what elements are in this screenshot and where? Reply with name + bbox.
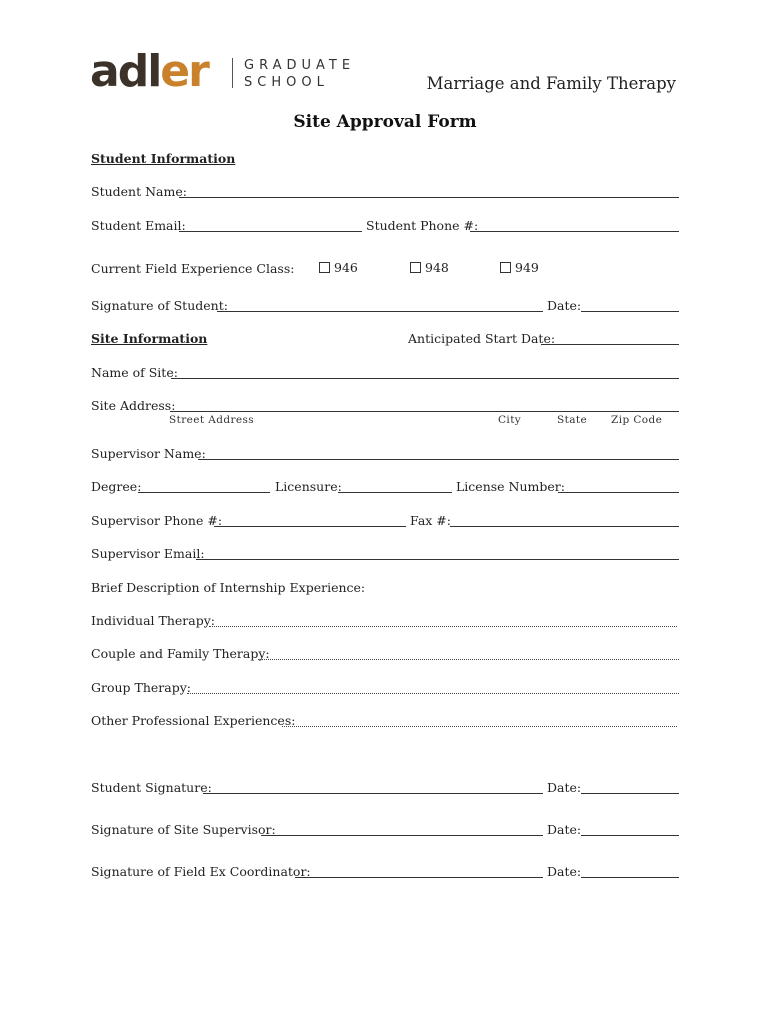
logo-word-left: adl	[90, 46, 161, 97]
group-therapy-field[interactable]	[187, 693, 679, 694]
site-supervisor-date-field[interactable]	[581, 835, 679, 836]
logo-word-accent: er	[160, 46, 208, 97]
coordinator-date-label: Date:	[547, 864, 582, 879]
city-caption: City	[498, 414, 522, 426]
anticipated-start-date-field[interactable]	[541, 344, 679, 345]
student-signature-final-label: Student Signature:	[91, 780, 212, 795]
student-phone-field[interactable]	[470, 231, 679, 232]
checkbox-box[interactable]	[500, 262, 511, 273]
adler-logo	[90, 46, 208, 97]
site-address-label: Site Address:	[91, 398, 176, 413]
internship-description-label: Brief Description of Internship Experience:	[91, 580, 366, 595]
license-number-field[interactable]	[558, 492, 679, 493]
site-supervisor-date-label: Date:	[547, 822, 582, 837]
logo-line-school: SCHOOL	[244, 75, 329, 90]
group-therapy-label: Group Therapy:	[91, 680, 191, 695]
site-name-label: Name of Site:	[91, 365, 178, 380]
student-signature-final-field[interactable]	[203, 793, 543, 794]
student-information-heading: Student Information	[91, 151, 236, 166]
logo-subtitle	[244, 57, 355, 91]
state-caption: State	[557, 414, 588, 426]
anticipated-start-date-label: Anticipated Start Date:	[408, 331, 556, 346]
logo-divider	[232, 58, 233, 88]
student-name-label: Student Name:	[91, 184, 187, 199]
other-experiences-field[interactable]	[282, 726, 677, 727]
coordinator-signature-field[interactable]	[295, 877, 543, 878]
site-address-field[interactable]	[170, 411, 679, 412]
licensure-field[interactable]	[338, 492, 452, 493]
class-949-label: 949	[515, 260, 539, 275]
individual-therapy-field[interactable]	[209, 626, 677, 627]
site-supervisor-signature-field[interactable]	[261, 835, 543, 836]
class-948-checkbox[interactable]	[410, 260, 449, 276]
supervisor-email-label: Supervisor Email:	[91, 546, 205, 561]
student-signature-date-field[interactable]	[581, 793, 679, 794]
coordinator-date-field[interactable]	[581, 877, 679, 878]
fax-field[interactable]	[450, 526, 679, 527]
student-date-label: Date:	[547, 298, 582, 313]
class-949-checkbox[interactable]	[500, 260, 539, 276]
degree-field[interactable]	[138, 492, 270, 493]
student-date-field[interactable]	[581, 311, 679, 312]
student-signature-field[interactable]	[217, 311, 543, 312]
class-946-checkbox[interactable]	[319, 260, 358, 276]
degree-label: Degree:	[91, 479, 142, 494]
other-experiences-label: Other Professional Experiences:	[91, 713, 296, 728]
street-address-caption: Street Address	[169, 414, 255, 426]
student-signature-date-label: Date:	[547, 780, 582, 795]
checkbox-box[interactable]	[319, 262, 330, 273]
logo-line-graduate: GRADUATE	[244, 58, 356, 73]
couple-family-therapy-field[interactable]	[258, 659, 679, 660]
student-signature-label: Signature of Student:	[91, 298, 228, 313]
site-name-field[interactable]	[171, 378, 679, 379]
zip-code-caption: Zip Code	[611, 414, 663, 426]
student-phone-label: Student Phone #:	[366, 218, 479, 233]
department-name: Marriage and Family Therapy	[426, 74, 676, 93]
supervisor-phone-field[interactable]	[214, 526, 406, 527]
supervisor-name-field[interactable]	[198, 459, 679, 460]
student-email-field[interactable]	[179, 231, 362, 232]
supervisor-phone-label: Supervisor Phone #:	[91, 513, 223, 528]
form-title: Site Approval Form	[293, 112, 477, 132]
couple-family-therapy-label: Couple and Family Therapy:	[91, 646, 270, 661]
supervisor-name-label: Supervisor Name:	[91, 446, 206, 461]
individual-therapy-label: Individual Therapy:	[91, 613, 216, 628]
student-name-field[interactable]	[179, 197, 679, 198]
checkbox-box[interactable]	[410, 262, 421, 273]
class-948-label: 948	[425, 260, 449, 275]
supervisor-email-field[interactable]	[196, 559, 679, 560]
licensure-label: Licensure:	[275, 479, 342, 494]
field-experience-class-label: Current Field Experience Class:	[91, 261, 295, 276]
fax-label: Fax #:	[410, 513, 451, 528]
coordinator-signature-label: Signature of Field Ex Coordinator:	[91, 864, 311, 879]
site-supervisor-signature-label: Signature of Site Supervisor:	[91, 822, 276, 837]
student-email-label: Student Email:	[91, 218, 186, 233]
site-information-heading: Site Information	[91, 331, 208, 346]
class-946-label: 946	[334, 260, 358, 275]
license-number-label: License Number:	[456, 479, 565, 494]
